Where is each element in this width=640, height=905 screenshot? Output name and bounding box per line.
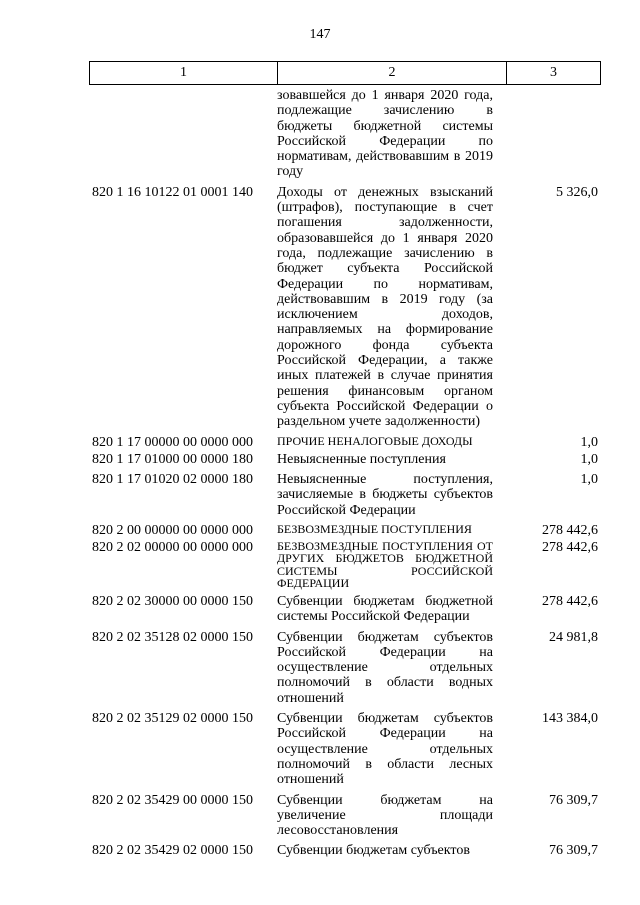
row-name: Субвенции бюджетам субъектов Российской Федерации на осуществление отдельных полномочий в области лесных отношений [277, 711, 493, 788]
row-amount: 278 442,6 [542, 593, 598, 609]
row-name: ПРОЧИЕ НЕНАЛОГОВЫЕ ДОХОДЫ [277, 433, 473, 448]
row-name: Невыясненные поступления [277, 451, 446, 467]
row-name: Субвенции бюджетам субъектов [277, 843, 470, 859]
row-code: 820 1 17 01000 00 0000 180 [92, 451, 253, 467]
table-row [89, 843, 601, 858]
row-code: 820 2 02 35129 02 0000 150 [92, 711, 253, 727]
table-body [89, 88, 601, 864]
row-name: зовавшейся до 1 января 2020 года, подлежащие зачислению в бюджеты бюджетной системы Российской Федерации по нормативам, действовавшим в 2019 году [277, 88, 493, 180]
row-code: 820 1 17 01020 02 0000 180 [92, 472, 253, 488]
table-row [89, 88, 601, 180]
row-code: 820 1 17 00000 00 0000 000 [92, 434, 253, 450]
row-amount: 278 442,6 [542, 522, 598, 538]
table-row [89, 540, 601, 589]
row-code: 820 2 02 30000 00 0000 150 [92, 593, 253, 609]
row-amount: 5 326,0 [556, 184, 598, 200]
row-code: 820 2 02 35429 00 0000 150 [92, 792, 253, 808]
table-row [89, 793, 601, 839]
column-header-1: 1 [90, 62, 278, 85]
row-amount: 76 309,7 [549, 843, 598, 859]
row-code: 820 2 00 00000 00 0000 000 [92, 522, 253, 538]
table-header [89, 61, 601, 85]
row-amount: 1,0 [580, 434, 598, 450]
row-code: 820 2 02 35429 02 0000 150 [92, 843, 253, 859]
row-name: Доходы от денежных взысканий (штрафов), поступающие в счет погашения задолженности, образовавшейся до 1 января 2020 года, подлежащие зачислению в бюджет субъекта Российской Федерации по нормативам, действовавшим в 2019 году (за исключением доходов, направляемых на формирование дорожного фонда субъекта Российской Федерации, а также иных платежей в случае принятия решения финансовым органом субъекта Российской Федерации о раздельном учете задолженности) [277, 184, 493, 430]
row-code: 820 2 02 35128 02 0000 150 [92, 629, 253, 645]
row-name: БЕЗВОЗМЕЗДНЫЕ ПОСТУПЛЕНИЯ ОТ ДРУГИХ БЮДЖЕТОВ БЮДЖЕТНОЙ СИСТЕМЫ РОССИЙСКОЙ ФЕДЕРАЦИИ [277, 539, 493, 590]
table-row [89, 630, 601, 706]
column-header-2: 2 [278, 62, 507, 85]
row-name: Невыясненные поступления, зачисляемые в бюджеты субъектов Российской Федерации [277, 472, 493, 518]
row-amount: 24 981,8 [549, 629, 598, 645]
row-name: БЕЗВОЗМЕЗДНЫЕ ПОСТУПЛЕНИЯ [277, 521, 472, 536]
row-name: Субвенции бюджетам субъектов Российской Федерации на осуществление отдельных полномочий в области водных отношений [277, 629, 493, 706]
table-row [89, 521, 601, 538]
row-amount: 1,0 [580, 472, 598, 488]
table-row [89, 185, 601, 430]
column-header-3: 3 [507, 62, 601, 85]
table-row [89, 452, 601, 467]
row-name: Субвенции бюджетам бюджетной системы Российской Федерации [277, 593, 493, 625]
row-code: 820 1 16 10122 01 0001 140 [92, 184, 253, 200]
row-name: Субвенции бюджетам на увеличение площади лесовосстановления [277, 792, 493, 839]
table-row [89, 433, 601, 450]
page-number: 147 [309, 27, 331, 42]
row-amount: 1,0 [580, 451, 598, 467]
table-row [89, 472, 601, 518]
row-amount: 278 442,6 [542, 540, 598, 556]
row-code: 820 2 02 00000 00 0000 000 [92, 540, 253, 556]
table-row [89, 711, 601, 787]
table-row [89, 594, 601, 625]
row-amount: 143 384,0 [542, 711, 598, 727]
row-amount: 76 309,7 [549, 792, 598, 808]
